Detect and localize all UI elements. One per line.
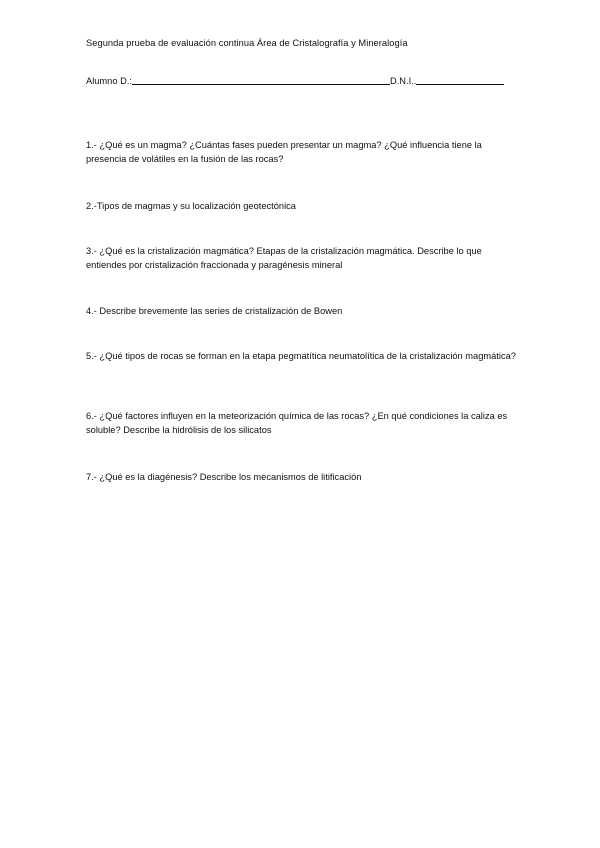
student-info-line [86, 74, 504, 86]
question-4: 4.- Describe brevemente las series de cristalización de Bowen [86, 306, 343, 316]
student-name-label: Alumno D.: [86, 76, 132, 86]
question-2: 2.-Tipos de magmas y su localización geotectónica [86, 201, 296, 211]
question-5: 5.- ¿Qué tipos de rocas se forman en la etapa pegmatítica neumatolítica de la cristalización magmática? [86, 351, 516, 361]
question-3: 3.- ¿Qué es la cristalización magmática? Etapas de la cristalización magmática. Describe lo que entiendes por cristalización fraccionada y paragénesis mineral [86, 246, 482, 270]
question-6: 6.- ¿Qué factores influyen en la meteorización química de las rocas? ¿En qué condiciones la caliza es soluble? Describe la hidrólisis de los silicatos [86, 411, 508, 435]
dni-blank [416, 74, 504, 85]
question-1: 1.- ¿Qué es un magma? ¿Cuántas fases pueden presentar un magma? ¿Qué influencia tiene la presencia de volátiles en la fusión de las rocas? [86, 140, 482, 164]
dni-label: D.N.I.. [390, 76, 417, 86]
document-title: Segunda prueba de evaluación continua Área de Cristalografía y Mineralogía [86, 38, 408, 48]
question-7: 7.- ¿Qué es la diagénesis? Describe los mecanismos de litificación [86, 472, 362, 482]
student-name-blank [132, 74, 390, 85]
